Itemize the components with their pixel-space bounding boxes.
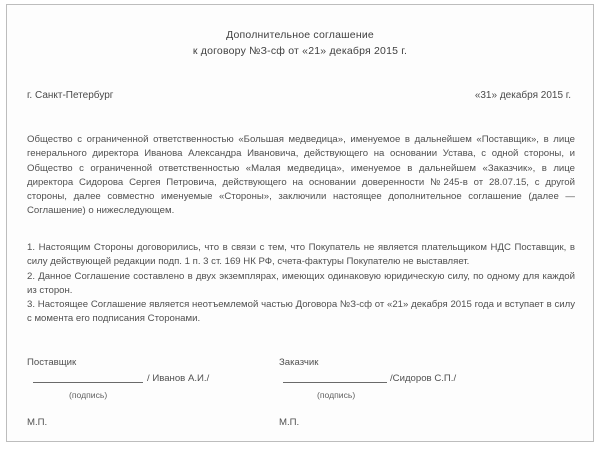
supplier-label: Поставщик	[27, 357, 77, 368]
document-subtitle: к договору №З-сф от «21» декабря 2015 г.	[192, 45, 408, 57]
city: г. Санкт-Петербург	[27, 90, 114, 101]
customer-stamp-place: М.П.	[279, 417, 300, 428]
supplier-name: / Иванов А.И./	[147, 373, 210, 384]
customer-name: /Сидоров С.П./	[390, 373, 457, 384]
intro-paragraph: Общество с ограниченной ответственностью «Большая медведица», именуемое в дальнейшем «Поставщик», в лице генерального директора Иванова Александра Ивановича, действующего на основании Устава, с одной стороны, и Общество с ограниченной ответственностью «Малая медведица», именуемое в дальнейшем «Заказчик», в лице директора Сидорова Сергея Петровича, действующего на основании доверенности №245-в от 28.07.15, с другой стороны, далее совместно именуемые «Стороны», заключили настоящее дополнительное соглашение (далее — Соглашение) о нижеследующем.	[27, 134, 575, 217]
supplier-signature-line	[33, 382, 143, 383]
agreement-date: «31» декабря 2015 г.	[474, 90, 571, 101]
supplier-stamp-place: М.П.	[27, 417, 48, 428]
agreement-items	[27, 241, 575, 327]
document-title: Дополнительное соглашение	[226, 29, 374, 41]
agreement-item-2: 2. Данное Соглашение составлено в двух экземплярах, имеющих одинаковую юридическую силу, по одному для каждой из сторон.	[27, 270, 575, 296]
customer-label: Заказчик	[279, 357, 319, 368]
agreement-item-3: 3. Настоящее Соглашение является неотъемлемой частью Договора №З-сф от «21» декабря 2015 года и вступает в силу с момента его подписания Сторонами.	[27, 299, 575, 325]
agreement-item-1: 1. Настоящим Стороны договорились, что в связи с тем, что Покупатель не является плательщиком НДС Поставщик, в силу действующей редакции подп. 1 п. 3 ст. 169 НК РФ, счета-фактуры Покупателю не выставляет.	[27, 242, 575, 268]
customer-signature-line	[283, 382, 387, 383]
document-page	[6, 4, 594, 442]
supplier-signature-caption: (подпись)	[69, 390, 108, 400]
customer-signature-caption: (подпись)	[317, 390, 356, 400]
